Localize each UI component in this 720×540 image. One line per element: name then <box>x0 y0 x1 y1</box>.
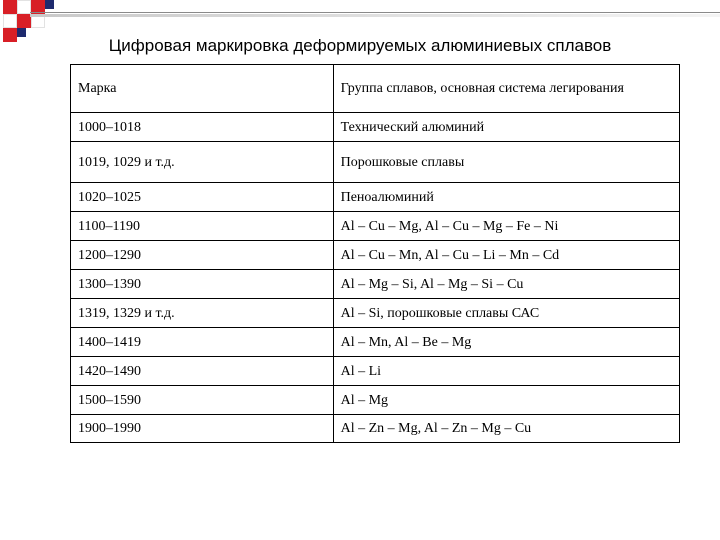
deco-square <box>3 14 17 28</box>
table-row <box>71 357 680 386</box>
grade-cell: 1020–1025 <box>71 183 334 212</box>
alloy-group-cell: Al – Si, порошковые сплавы САС <box>333 299 679 328</box>
alloy-group-cell: Пеноалюминий <box>333 183 679 212</box>
grade-cell: 1319, 1329 и т.д. <box>71 299 334 328</box>
alloy-group-cell: Al – Mg <box>333 386 679 415</box>
grade-cell: 1100–1190 <box>71 212 334 241</box>
slide-title: Цифровая маркировка деформируемых алюминиевых сплавов <box>108 36 612 55</box>
grade-cell: 1200–1290 <box>71 241 334 270</box>
alloy-group-cell: Al – Zn – Mg, Al – Zn – Mg – Cu <box>333 415 679 443</box>
table-header-row <box>71 65 680 113</box>
grade-cell: 1400–1419 <box>71 328 334 357</box>
table-row <box>71 183 680 212</box>
alloy-group-cell: Al – Cu – Mn, Al – Cu – Li – Mn – Cd <box>333 241 679 270</box>
table-row <box>71 241 680 270</box>
alloy-group-cell: Al – Cu – Mg, Al – Cu – Mg – Fe – Ni <box>333 212 679 241</box>
alloy-group-cell: Технический алюминий <box>333 113 679 142</box>
deco-square <box>17 14 31 28</box>
grade-cell: 1500–1590 <box>71 386 334 415</box>
table-row <box>71 299 680 328</box>
alloy-group-cell: Порошковые сплавы <box>333 142 679 183</box>
table-row <box>71 113 680 142</box>
deco-square <box>17 0 31 14</box>
grade-cell: 1300–1390 <box>71 270 334 299</box>
table-row <box>71 415 680 443</box>
table-row <box>71 212 680 241</box>
header-cell-alloy-group: Группа сплавов, основная система легирования <box>333 65 679 113</box>
header-rule <box>30 12 720 18</box>
grade-cell: 1900–1990 <box>71 415 334 443</box>
grade-cell: 1420–1490 <box>71 357 334 386</box>
grade-cell: 1019, 1029 и т.д. <box>71 142 334 183</box>
alloy-group-cell: Al – Li <box>333 357 679 386</box>
table-row <box>71 270 680 299</box>
deco-square <box>3 0 17 14</box>
grade-cell: 1000–1018 <box>71 113 334 142</box>
table-row <box>71 142 680 183</box>
alloy-marking-table <box>70 64 680 443</box>
table-row <box>71 386 680 415</box>
alloy-group-cell: Al – Mn, Al – Be – Mg <box>333 328 679 357</box>
deco-square <box>45 0 54 9</box>
alloy-group-cell: Al – Mg – Si, Al – Mg – Si – Cu <box>333 270 679 299</box>
table-row <box>71 328 680 357</box>
header-cell-grade: Марка <box>71 65 334 113</box>
